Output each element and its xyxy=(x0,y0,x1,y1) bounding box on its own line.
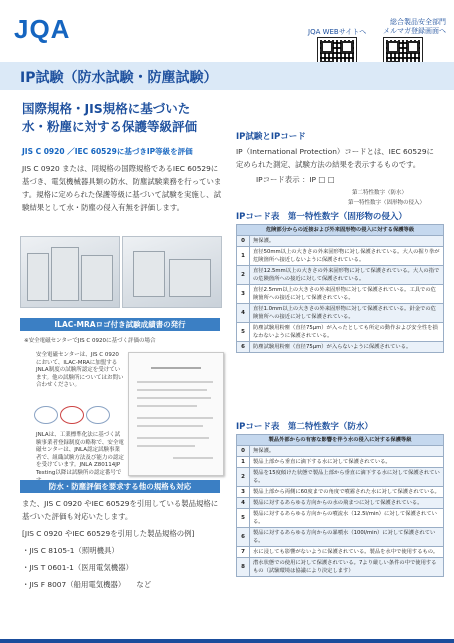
table1-header: 危険部分からの近接および外来固形物の侵入に対する保護等級 xyxy=(237,225,444,236)
table-row xyxy=(237,285,444,304)
page-title: IP試験（防水試験・防塵試験） xyxy=(20,70,218,86)
grade-cell: 0 xyxy=(237,446,250,457)
other-standards-text: また、JIS C 0920 やIEC 60529を引用している製品規格に基づいた評価も対応いたします。 xyxy=(22,499,219,521)
other-standards-banner: 防水・防塵評価を要求する他の規格も対応 xyxy=(20,480,220,493)
table-row xyxy=(237,342,444,353)
description-cell: 製品上部から垂直に滴下する水に対して保護されている。 xyxy=(250,457,444,468)
headline-line-2: 水・粉塵に対する保護等級評価 xyxy=(22,119,198,134)
grade-cell: 6 xyxy=(237,342,250,353)
grade-cell: 0 xyxy=(237,236,250,247)
grade-cell: 4 xyxy=(237,304,250,323)
table-row xyxy=(237,304,444,323)
grade-cell: 6 xyxy=(237,528,250,547)
intro-paragraph: JIS C 0920 または、同規格の国際規格であるIEC 60529に基づき、電気機械器具類の防水、防塵試験業務を行っています。規格に定められた保護等級に基づいて試験を実施し、試験結果として水・防塵の侵入有無を評価します。 xyxy=(22,164,222,212)
newsletter-label-1: 総合製品安全部門 xyxy=(390,18,446,26)
left-headline xyxy=(22,100,197,136)
grade-cell: 5 xyxy=(237,323,250,342)
description-cell: 水に浸しても影響がないように保護されている。製品を水中で使用するもの。 xyxy=(250,547,444,558)
table1-title: IPコード表 第一特性数字（固形物の侵入） xyxy=(236,212,407,222)
description-cell: 製品に対するあらゆる方向からの水の飛まつに対して保護されている。 xyxy=(250,498,444,509)
table-row xyxy=(237,528,444,547)
table-row xyxy=(237,247,444,266)
title-bar xyxy=(0,62,454,90)
grade-cell: 4 xyxy=(237,498,250,509)
second-digit-label: 第二特性数字（防水） xyxy=(352,190,408,196)
description-cell: 防塵試験用粉塵（直径75μm）が入らないように保護されている。 xyxy=(250,342,444,353)
grade-cell: 1 xyxy=(237,247,250,266)
grade-cell: 8 xyxy=(237,558,250,577)
ip-code-intro: IP（International Protection）コードとは、IEC 60529に定められた測定、試験方法の結果を表示するものです。 xyxy=(236,147,434,169)
first-digit-label: 第一特性数字（固形物の侵入） xyxy=(348,200,426,206)
newsletter-label-2: メルマガ登録画面へ xyxy=(383,27,446,35)
table-row xyxy=(237,266,444,285)
grade-cell: 1 xyxy=(237,457,250,468)
description-cell: 直径50mm以上の大きさの外来固形物に対し保護されている。大人の握り拳が危険箇所へ接近しないように保護されている。 xyxy=(250,247,444,266)
grade-cell: 2 xyxy=(237,266,250,285)
table-row xyxy=(237,457,444,468)
jnla-logo-icon xyxy=(60,406,84,424)
description-cell: 直径2.5mm以上の大きさの外来固形物に対して保護されている。工具での危険箇所への接近に対して保護されている。 xyxy=(250,285,444,304)
list-item: ・JIS F 8007（船用電気機器） など xyxy=(22,580,152,589)
standard-subheading: JIS C 0920 ／IEC 60529に基づきIP等級を評価 xyxy=(22,147,193,156)
description-cell: 無保護。 xyxy=(250,236,444,247)
table-row xyxy=(237,509,444,528)
test-chamber-photo xyxy=(20,236,120,308)
ip-code-format: IPコード表示 ：IP □ □ xyxy=(256,175,335,184)
description-cell: 製品に対するあらゆる方向からの暴噴水（100l/min）に対して保護されている。 xyxy=(250,528,444,547)
description-cell: 潜水状態での使用に対して保護されている。7より厳しい条件の中で使用するもの（試験環境は協議により決定します） xyxy=(250,558,444,577)
table-row xyxy=(237,236,444,247)
grade-cell: 3 xyxy=(237,487,250,498)
product-standards-list-title: [JIS C 0920 やIEC 60529を引用した製品規格の例] xyxy=(22,529,195,538)
ip-code-heading: IP試験とIPコード xyxy=(236,132,306,142)
description-cell: 直径12.5mm以上の大きさの外来固形物に対して保護されている。大人の指での危険箇所への接近に対して保護されている。 xyxy=(250,266,444,285)
grade-cell: 2 xyxy=(237,468,250,487)
web-site-label: JQA WEBサイトへ xyxy=(308,28,367,36)
footer-bar xyxy=(0,639,454,643)
table-row xyxy=(237,468,444,487)
ip-first-digit-table xyxy=(236,224,444,353)
headline-line-1: 国際規格・JIS規格に基づいた xyxy=(22,101,191,116)
testing-mark-icon xyxy=(86,406,110,424)
jqa-logo: JQA xyxy=(14,14,71,44)
accreditation-text: 安全電磁センターは、JIS C 0920において、ILAC-MRAに加盟するJNLA制度の試験所認定を受けています。他の試験所についてはお問い合わせください。 xyxy=(36,352,124,389)
table-row xyxy=(237,323,444,342)
table-row xyxy=(237,547,444,558)
list-item: ・JIS C 8105-1（照明機具） xyxy=(22,546,119,555)
description-cell: 製品上部から両側に60度までの角度で噴霧された水に対して保護されている。 xyxy=(250,487,444,498)
test-report-sample xyxy=(128,352,224,476)
table-row xyxy=(237,558,444,577)
dust-chamber-photo xyxy=(122,236,222,308)
ilac-mra-logo-icon xyxy=(34,406,58,424)
description-cell: 直径1.0mm以上の大きさの外来固形物に対して保護されている。針金での危険箇所への接近に対して保護されている。 xyxy=(250,304,444,323)
description-cell: 防塵試験用粉塵（直径75μm）が入ったとしても所定の動作および安全性を損なわないように保護されている。 xyxy=(250,323,444,342)
table2-header: 製品外部からの有害な影響を伴う水の侵入に対する保護等級 xyxy=(237,435,444,446)
description-cell: 製品に対するあらゆる方向からの噴流水（12.5l/min）に対して保護されている。 xyxy=(250,509,444,528)
grade-cell: 3 xyxy=(237,285,250,304)
grade-cell: 5 xyxy=(237,509,250,528)
table2-title: IPコード表 第二特性数字（防水） xyxy=(236,422,373,432)
description-cell: 製品を15度傾けた状態で製品上部から垂直に滴下する水に対して保護されている。 xyxy=(250,468,444,487)
table-row xyxy=(237,446,444,457)
table-row xyxy=(237,498,444,509)
description-cell: 無保護。 xyxy=(250,446,444,457)
grade-cell: 7 xyxy=(237,547,250,558)
ilac-mra-banner: ILAC-MRAロゴ付き試験成績書の発行 xyxy=(20,318,220,331)
ilac-note: ※安全電磁センターでJIS C 0920に基づく評価の場合 xyxy=(24,338,156,344)
ip-second-digit-table xyxy=(236,434,444,577)
list-item: ・JIS T 0601-1（医用電気機器） xyxy=(22,563,133,572)
jnla-text: JNLAは、工業標準化法に基づく試験事業者登録制度の略称で、安全電磁センターは、JNLA認定試験事業者で、組織試験方法及び能力の認定を受けています。JNLA Z80114JP Testing以降は試験所の認定番号で xyxy=(36,432,124,476)
table-row xyxy=(237,487,444,498)
